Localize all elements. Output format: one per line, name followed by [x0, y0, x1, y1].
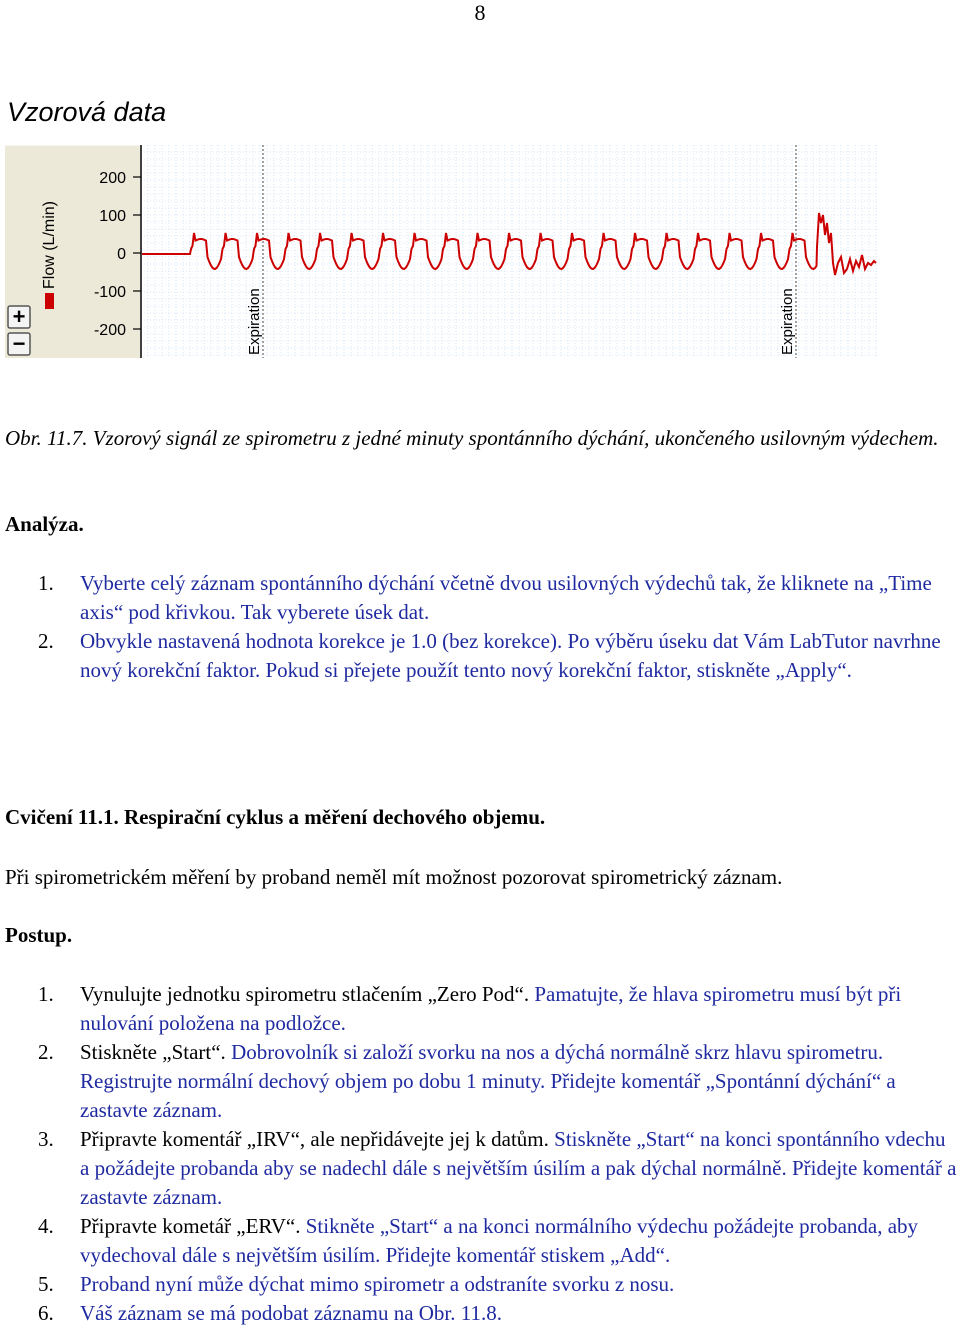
- exercise-heading: Cvičení 11.1. Respirační cyklus a měření dechového objemu.: [5, 805, 546, 829]
- channel-color-swatch: [45, 293, 54, 309]
- step-number: 5.: [38, 1272, 54, 1296]
- list-item: [0, 1125, 960, 1212]
- step-number: 4.: [38, 1214, 54, 1238]
- step-text: Připravte kometář „ERV“.: [80, 1214, 306, 1238]
- step-text: Obvykle nastavená hodnota korekce je 1.0 (bez korekce).: [80, 629, 568, 653]
- step-text: Po výběru úseku dat Vám LabTutor navrhne nový korekční faktor. Pokud si přejete použít tento nový korekční faktor, stiskněte „Apply“.: [80, 629, 941, 682]
- list-item: [0, 569, 960, 627]
- step-number: 1.: [38, 982, 54, 1006]
- page-number: 8: [474, 0, 486, 25]
- list-item: [0, 627, 960, 685]
- step-text: Dobrovolník si založí svorku na nos a dýchá normálně skrz hlavu spirometru. Registrujte normální dechový objem po dobu 1 minuty. Přidejte komentář „Spontánní dýchání“ a zastavte záznam.: [80, 1040, 896, 1122]
- spirometer-figure: [5, 145, 877, 358]
- exercise-intro: Při spirometrickém měření by proband neměl mít možnost pozorovat spirometrický záznam.: [5, 865, 783, 889]
- step-number: 6.: [38, 1301, 54, 1325]
- step-text: Stikněte „Start“ a na konci normálního výdechu požádejte probanda, aby vydechoval dále s největším úsilím. Přidejte komentář stiskem „Add“.: [80, 1214, 919, 1267]
- plus-icon: +: [12, 304, 26, 329]
- step-text: Stiskněte „Start“.: [80, 1040, 232, 1064]
- analysis-heading: Analýza.: [5, 512, 84, 536]
- list-item: [0, 1212, 960, 1270]
- comment-label-1: Expiration: [246, 288, 263, 355]
- procedure-heading: Postup.: [5, 923, 73, 947]
- minus-icon: −: [12, 331, 26, 356]
- step-text: Vyberte celý záznam spontánního dýchání včetně dvou usilovných výdechů tak, že kliknete na „Time axis“ pod křivkou. Tak vyberete úsek dat.: [80, 571, 932, 624]
- list-item: [0, 1038, 960, 1125]
- step-number: 2.: [38, 1040, 54, 1064]
- y-tick-label: -200: [93, 322, 126, 339]
- comment-label-2: Expiration: [779, 288, 796, 355]
- list-item: [0, 1299, 960, 1328]
- step-text: Váš záznam se má podobat záznamu na Obr. 11.8.: [80, 1301, 502, 1325]
- analysis-steps: [0, 569, 960, 685]
- y-axis-label: Flow (L/min): [41, 200, 58, 290]
- step-number: 2.: [38, 629, 54, 653]
- y-tick-label: 0: [117, 246, 126, 263]
- zoom-out-button[interactable]: [8, 331, 30, 356]
- step-number: 1.: [38, 571, 54, 595]
- zoom-in-button[interactable]: [8, 304, 30, 329]
- procedure-steps: [0, 980, 960, 1328]
- y-tick-label: -100: [93, 284, 126, 301]
- step-text: Stiskněte „Start“ na konci spontánního vdechu a požádejte probanda aby se nadechl dále s největším úsilím a pak dýchal normálně. Přidejte komentář a zastavte záznam.: [80, 1127, 957, 1209]
- step-number: 3.: [38, 1127, 54, 1151]
- step-text: Vynulujte jednotku spirometru stlačením „Zero Pod“.: [80, 982, 535, 1006]
- step-text: Připravte komentář „IRV“, ale nepřidávejte jej k datům.: [80, 1127, 555, 1151]
- y-tick-label: 200: [99, 170, 126, 187]
- step-text: Pamatujte, že hlava spirometru musí být při nulování položena na podložce.: [80, 982, 902, 1035]
- list-item: [0, 980, 960, 1038]
- flow-chart: [5, 145, 877, 358]
- figure-caption: Obr. 11.7. Vzorový signál ze spirometru z jedné minuty spontánního dýchání, ukončeného usilovným výdechem.: [5, 426, 939, 450]
- y-tick-label: 100: [99, 208, 126, 225]
- section-heading: Vzorová data: [7, 97, 167, 127]
- step-text: Proband nyní může dýchat mimo spirometr a odstraníte svorku z nosu.: [80, 1272, 675, 1296]
- list-item: [0, 1270, 960, 1299]
